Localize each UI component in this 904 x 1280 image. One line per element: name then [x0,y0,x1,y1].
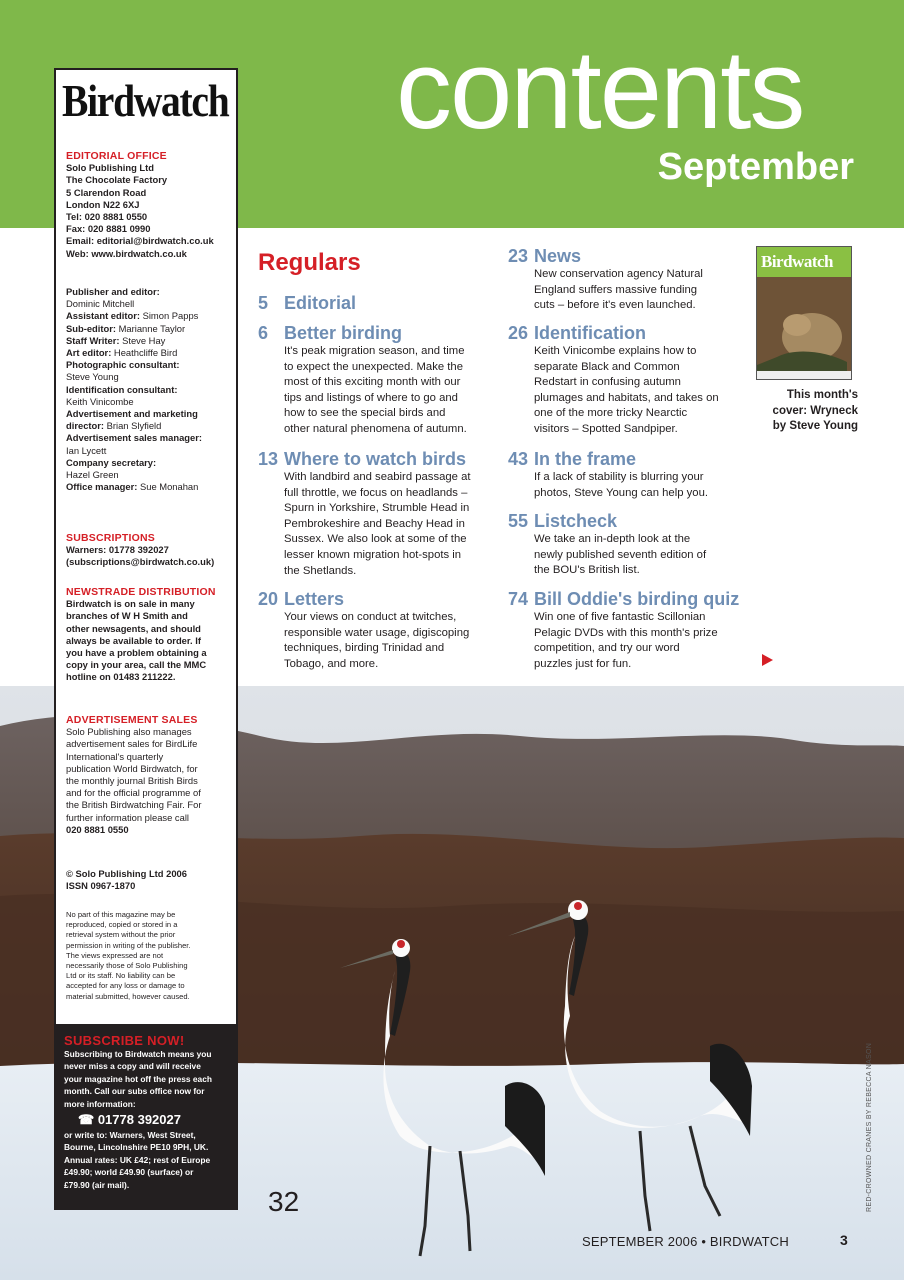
editorial-email[interactable]: Email: editorial@birdwatch.co.uk [66,235,214,247]
disclaimer-line: material submitted, however caused. [66,991,190,1001]
entry-desc-line: With landbird and seabird passage at [284,471,471,483]
subscribe-detail-line: Annual rates: UK £42; rest of Europe [64,1154,211,1165]
entry-desc-line: most of this exciting month with our [284,376,461,389]
staff-name: Ian Lycett [66,444,107,456]
entry-title: News [534,246,582,266]
editorial-line: Fax: 020 8881 0990 [66,223,151,235]
newstrade-line: Birdwatch is on sale in many [66,598,195,610]
entry-title: Listcheck [534,511,618,531]
entry-page-number: 5 [258,293,269,313]
staff-name: Steve Hay [122,334,166,346]
entry-desc-line: cuts – before it's even launched. [534,299,696,312]
staff-role: Photographic consultant: [66,359,180,371]
ads-line: International's quarterly [66,750,164,762]
newstrade-line: other newsagents, and should [66,622,201,634]
entry-desc-line: the BOU's British list. [534,564,640,577]
subscribe-heading: SUBSCRIBE NOW! [64,1033,185,1048]
entry-desc-line: Pembrokeshire and Beachy Head in [284,517,465,530]
entry-desc-line: Your views on conduct at twitches, [284,611,457,623]
advertisement-sales [66,714,236,836]
subscribe-detail-line: £49.90; world £49.90 (surface) or [64,1167,194,1178]
ads-line: advertisement sales for BirdLife [66,738,198,750]
subscribe-box [54,1026,238,1210]
entry-desc-line: puzzles just for fun. [534,657,632,670]
editorial-line: The Chocolate Factory [66,174,168,186]
entry-page-number: 20 [258,589,279,609]
staff-name: Hazel Green [66,469,119,481]
entry-desc-line: one of the more tricky Nearctic [534,407,688,420]
entry-page-number: 43 [508,449,529,469]
subscribe-phone[interactable]: 01778 392027 [97,1112,181,1128]
disclaimer-line: reproduced, copied or stored in a [66,920,178,930]
entry-desc-line: Redstart in confusing autumn [534,376,681,389]
wryneck-illustration [757,277,852,380]
subscribe-intro-line: Subscribing to Birdwatch means you [64,1049,212,1059]
page-number: 3 [840,1232,848,1248]
cover-caption-line: cover: Wryneck [772,404,858,417]
staff-name: Sue Monahan [139,481,199,493]
entry-desc-line: visitors – Spotted Sandpiper. [534,422,678,435]
contents-entry-where-to-watch[interactable] [258,448,498,579]
cover-caption [764,388,858,435]
staff-name: Simon Papps [142,310,199,322]
entry-title: Better birding [284,323,403,343]
editorial-line: Tel: 020 8881 0550 [66,211,148,223]
entry-desc-line: to expect the unexpected. Make the [284,360,463,373]
editorial-office [66,150,236,260]
staff-role: Company secretary: [66,456,157,468]
phone-icon: ☎ [78,1112,95,1128]
entry-page-number: 6 [258,323,269,343]
contents-entry-editorial[interactable] [258,292,498,314]
staff-role: Publisher and editor: [66,286,160,297]
entry-desc-line: New conservation agency Natural [534,268,703,280]
staff-name: Keith Vinicombe [66,395,134,407]
entry-desc-line: tips and listings of where to go and [284,391,458,404]
contents-entry-in-the-frame[interactable] [508,448,748,501]
ads-phone: 020 8881 0550 [66,823,129,835]
entry-title: Where to watch birds [284,449,467,469]
contents-entry-news[interactable] [508,245,748,314]
entry-desc-line: competition, and try our word [534,642,680,655]
staff-role: Identification consultant: [66,383,178,395]
ads-line: publication World Birdwatch, for [66,762,198,774]
continue-arrow-icon [762,654,773,666]
copyright [66,868,236,892]
staff-role: Assistant editor: [66,310,140,322]
subscriptions-email[interactable]: (subscriptions@birdwatch.co.uk) [66,556,215,568]
entry-page-number: 74 [508,589,529,609]
subscribe-detail-line: £79.90 (air mail). [64,1179,130,1190]
entry-desc-line: We take an in-depth look at the [534,533,691,545]
entry-desc-line: Spurn in Yorkshire, Strumble Head in [284,502,470,515]
issn-line: ISSN 0967-1870 [66,880,136,892]
staff-name: Dominic Mitchell [66,298,135,310]
entry-desc-line: the Shetlands. [284,564,357,577]
birdwatch-logo: Birdwatch [62,75,229,126]
newstrade-heading: NEWSTRADE DISTRIBUTION [66,586,216,598]
contents-entry-birding-quiz[interactable] [508,588,748,672]
entry-title: Bill Oddie's birding quiz [534,589,740,609]
contents-entry-listcheck[interactable] [508,510,748,579]
editorial-heading: EDITORIAL OFFICE [66,150,167,162]
editorial-line: London N22 6XJ [66,198,140,210]
disclaimer-line: accepted for any loss or damage to [66,981,185,991]
entry-desc-line: lesser known migration hot-spots in [284,548,462,561]
newstrade-line: you have a problem obtaining a [66,647,207,659]
staff-list [66,286,236,493]
photo-page-reference: 32 [268,1186,300,1217]
entry-desc-line: It's peak migration season, and time [284,345,465,357]
ads-heading: ADVERTISEMENT SALES [66,714,198,726]
newstrade-line: copy in your area, call the MMC [66,659,207,671]
entry-desc-line: plumages and habitats, and takes on [534,391,719,404]
subscriptions-heading: SUBSCRIPTIONS [66,532,155,544]
entry-desc-line: responsible water usage, digiscoping [284,626,470,639]
staff-role: Office manager: [66,481,138,493]
subscribe-intro-line: never miss a copy and will receive [64,1061,201,1072]
subscribe-intro-line: more information: [64,1098,136,1109]
subscriptions-info [66,532,236,569]
entry-desc-line: Keith Vinicombe explains how to [534,345,697,357]
newstrade-line: hotline on 01483 211222. [66,671,176,683]
disclaimer-line: No part of this magazine may be [66,910,176,919]
entry-page-number: 55 [508,511,529,531]
ads-line: further information please call [66,811,189,823]
ads-line: and for the official programme of [66,787,201,799]
cover-caption-line: This month's [786,389,858,401]
staff-role: Staff Writer: [66,334,120,346]
disclaimer [66,910,236,1002]
entry-desc-line: Win one of five fantastic Scillonian [534,611,706,623]
entry-desc-line: techniques, birding Trinidad and [284,642,445,655]
newstrade-line: always be available to order. If [66,634,201,646]
subscribe-intro-line: month. Call our subs office now for [64,1086,205,1097]
photo-credit: RED-CROWNED CRANES BY REBECCA NASON [866,1042,873,1212]
entry-desc-line: photos, Steve Young can help you. [534,486,708,499]
staff-role: Sub-editor: [66,322,116,334]
editorial-web[interactable]: Web: www.birdwatch.co.uk [66,247,187,259]
cover-thumbnail[interactable] [756,246,852,380]
contents-entry-identification[interactable] [508,322,748,438]
entry-desc-line: England suffers massive funding [534,283,698,296]
copyright-line: © Solo Publishing Ltd 2006 [66,868,187,879]
entry-desc-line: If a lack of stability is blurring your [534,471,704,483]
contents-entry-better-birding[interactable] [258,322,498,438]
entry-page-number: 23 [508,246,529,266]
contents-entry-letters[interactable] [258,588,498,672]
staff-role: Art editor: [66,347,112,359]
section-heading-regulars: Regulars [258,249,361,276]
page-subtitle-month: September [657,146,854,188]
entry-desc-line: Pelagic DVDs with this month's prize [534,626,718,639]
disclaimer-line: The views expressed are not [66,950,164,960]
newstrade-line: branches of W H Smith and [66,610,188,622]
ads-line: the British Birdwatching Fair. For [66,799,202,811]
entry-desc-line: other natural phenomena of autumn. [284,422,467,435]
running-footer: SEPTEMBER 2006 • BIRDWATCH [582,1234,789,1249]
entry-desc-line: how to see the special birds and [284,407,446,420]
subscribe-intro-line: your magazine hot off the press each [64,1073,212,1084]
disclaimer-line: Ltd or its staff. No liability can be [66,971,176,981]
entry-desc-line: full throttle, we focus on headlands – [284,486,468,499]
cover-logo: Birdwatch [761,252,833,271]
staff-role: Advertisement sales manager: [66,432,202,444]
ads-line: Solo Publishing also manages [66,726,192,738]
entry-title: Letters [284,589,345,609]
staff-name: Brian Slyfield [106,420,162,432]
staff-name: Steve Young [66,371,119,383]
editorial-line: Solo Publishing Ltd [66,162,155,174]
page-title: contents [396,27,804,152]
disclaimer-line: retrieval system without the prior [66,930,176,940]
subscriptions-line: Warners: 01778 392027 [66,544,169,556]
entry-title: Identification [534,323,646,343]
subscribe-detail-line: Bourne, Lincolnshire PE10 9PH, UK. [64,1142,209,1153]
entry-page-number: 26 [508,323,529,343]
editorial-line: 5 Clarendon Road [66,186,147,198]
disclaimer-line: necessarily those of Solo Publishing [66,961,188,971]
ads-line: the monthly journal British Birds [66,775,198,787]
entry-title: Editorial [284,293,357,313]
disclaimer-line: permission in writing of the publisher. [66,940,191,950]
entry-desc-line: separate Black and Common [534,360,680,373]
entry-desc-line: Sussex. We also look at some of the [284,533,467,546]
staff-role: Advertisement and marketing director: [66,408,198,432]
staff-name: Heathcliffe Bird [113,347,178,359]
entry-desc-line: Tobago, and more. [284,657,379,670]
cover-caption-line: by Steve Young [772,420,858,432]
entry-desc-line: newly published seventh edition of [534,548,707,561]
newstrade-distribution [66,586,236,684]
entry-title: In the frame [534,449,637,469]
subscribe-detail-line: or write to: Warners, West Street, [64,1130,196,1141]
entry-page-number: 13 [258,449,279,469]
staff-name: Marianne Taylor [118,322,186,334]
